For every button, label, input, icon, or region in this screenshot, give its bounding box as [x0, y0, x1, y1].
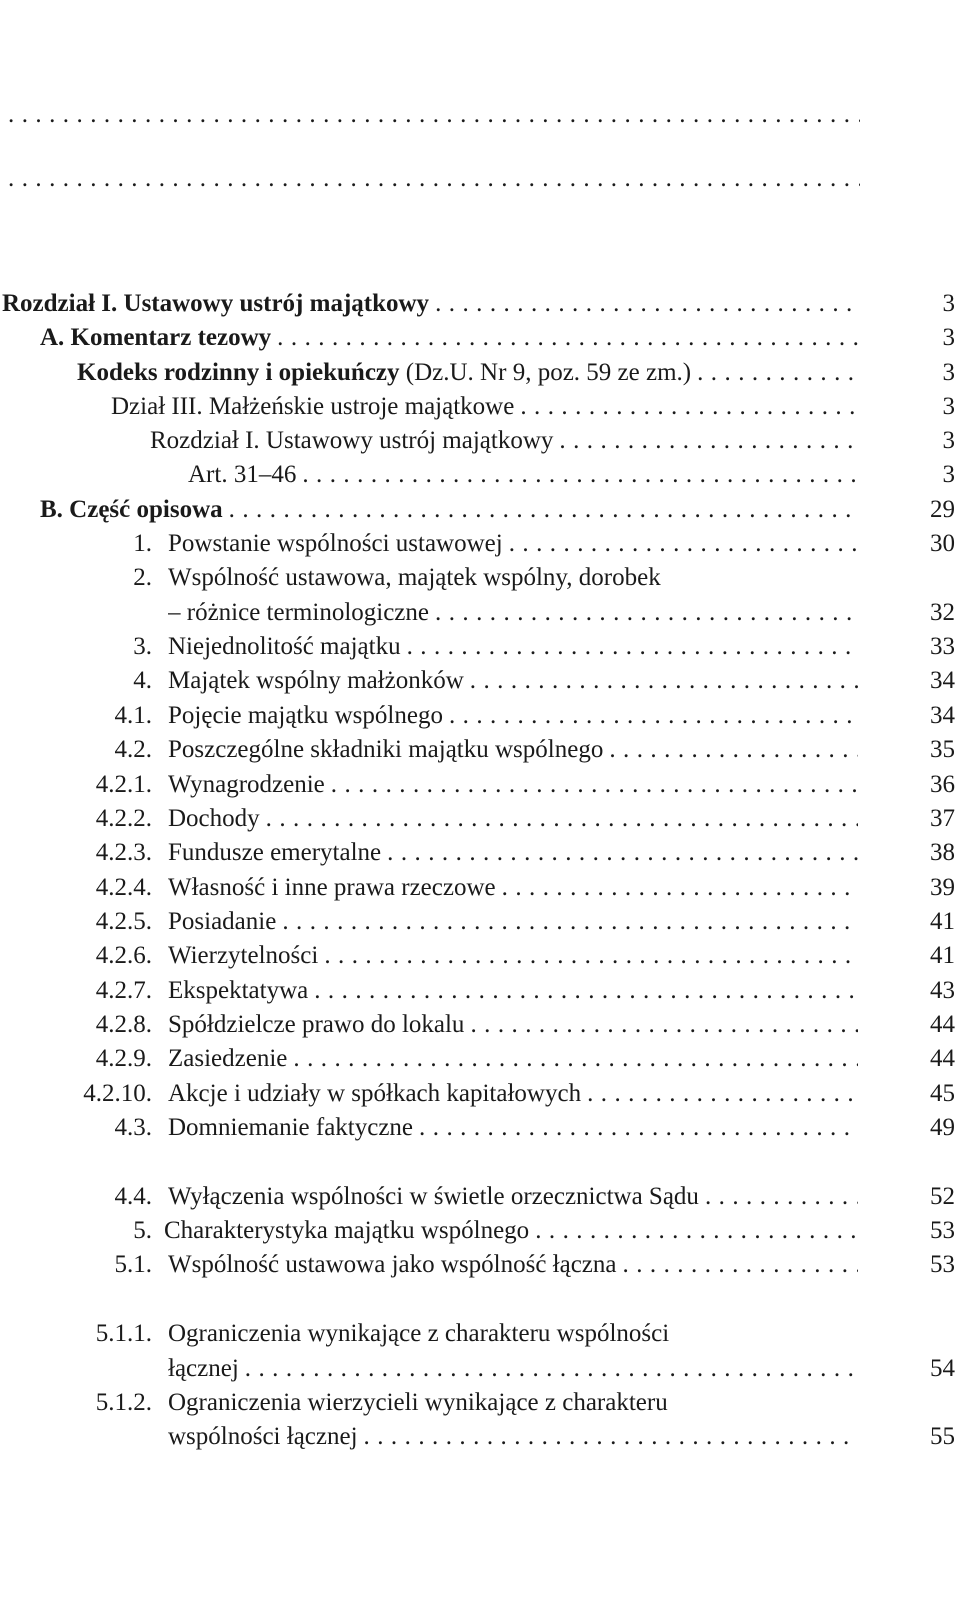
toc-entry-title: Akcje i udziały w spółkach kapitałowych . . . — [168, 1077, 858, 1111]
toc-entry-title: Wspólność ustawowa jako wspólność łączna . . . — [168, 1248, 858, 1282]
toc-entry-page: 53 — [865, 1248, 955, 1282]
toc-entry[interactable] — [0, 356, 955, 390]
toc-entry[interactable] — [0, 836, 955, 870]
toc-entry-page: 53 — [865, 1214, 955, 1248]
toc-entry[interactable] — [0, 1008, 955, 1042]
toc-entry-page: 41 — [865, 905, 955, 939]
toc-entry-number: 4.2.8. — [95, 1011, 152, 1038]
toc-entry[interactable] — [0, 458, 955, 492]
toc-entry-number: 4.2.9. — [95, 1045, 152, 1072]
toc-entry-title-continuation: łącznej . . . — [168, 1352, 858, 1386]
toc-entry-page: 34 — [865, 699, 955, 733]
toc-entry-title: Art. 31–46 . . . — [188, 458, 858, 492]
toc-entry-page: 43 — [865, 974, 955, 1008]
toc-entry-page: 3 — [865, 321, 955, 355]
toc-entry-title: Fundusze emerytalne . . . — [168, 836, 858, 870]
toc-entry-number: 4. — [133, 667, 152, 694]
toc-entry-number: 3. — [133, 633, 152, 660]
toc-entry-title: Wynagrodzenie . . . — [168, 768, 858, 802]
toc-entry-page: 3 — [865, 424, 955, 458]
toc-entry-title: Ekspektatywa . . . — [168, 974, 858, 1008]
toc-entry-number: 5.1. — [114, 1251, 152, 1278]
toc-entry-number: 4.3. — [114, 1114, 152, 1141]
toc-entry[interactable] — [0, 493, 955, 527]
toc-entry[interactable] — [0, 390, 955, 424]
toc-entry-abbreviations[interactable] — [0, 98, 955, 132]
toc-entry[interactable] — [0, 1180, 955, 1214]
toc-entry-page: 44 — [865, 1008, 955, 1042]
toc-entry-page: 55 — [865, 1420, 955, 1454]
toc-entry-number: 4.2.5. — [95, 908, 152, 935]
toc-entry[interactable] — [0, 768, 955, 802]
toc-entry-title: A. Komentarz tezowy . . . — [40, 321, 858, 355]
toc-entry-number: 2. — [133, 564, 152, 591]
toc-entry-number: 5. — [133, 1217, 152, 1244]
toc-entry[interactable] — [0, 974, 955, 1008]
toc-entry-page: 3 — [865, 390, 955, 424]
toc-entry[interactable] — [0, 1111, 955, 1145]
toc-entry-title: Własność i inne prawa rzeczowe . . . — [168, 871, 858, 905]
toc-entry-title: Pojęcie majątku wspólnego . . . — [168, 699, 858, 733]
toc-entry[interactable] — [0, 939, 955, 973]
toc-entry-title: Zasiedzenie . . . — [168, 1042, 858, 1076]
toc-entry[interactable] — [0, 733, 955, 767]
toc-entry[interactable] — [0, 527, 955, 561]
toc-entry-title-continuation: wspólności łącznej . . . — [168, 1420, 858, 1454]
toc-entry-preface[interactable] — [0, 162, 955, 196]
toc-entry-page: 52 — [865, 1180, 955, 1214]
toc-entry-number: 1. — [133, 530, 152, 557]
toc-entry-page: 3 — [865, 356, 955, 390]
toc-entry-number: 4.2. — [114, 736, 152, 763]
toc-entry-title: Wyłączenia wspólności w świetle orzecznictwa Sądu . . . — [168, 1180, 858, 1214]
toc-entry-number: 4.4. — [114, 1183, 152, 1210]
toc-entry-number: 4.2.4. — [95, 874, 152, 901]
toc-entry[interactable] — [0, 596, 955, 630]
toc-entry-page: 45 — [865, 1077, 955, 1111]
toc-entry-title: Posiadanie . . . — [168, 905, 858, 939]
toc-entry-number: 4.2.3. — [95, 839, 152, 866]
toc-entry[interactable] — [0, 664, 955, 698]
toc-entry-title: Dochody . . . — [168, 802, 858, 836]
toc-entry-title: Dział III. Małżeńskie ustroje majątkowe . . . — [111, 390, 858, 424]
toc-entry-title-suffix: (Dz.U. Nr 9, poz. 59 ze zm.) — [399, 359, 692, 386]
toc-entry-title — [2, 162, 860, 196]
toc-entry[interactable] — [0, 1248, 955, 1282]
toc-entry-number: 4.2.1. — [95, 771, 152, 798]
toc-entry-title: Powstanie wspólności ustawowej . . . — [168, 527, 858, 561]
toc-entry-page: 39 — [865, 871, 955, 905]
toc-entry-page: 35 — [865, 733, 955, 767]
toc-entry-title: Niejednolitość majątku . . . — [168, 630, 858, 664]
toc-entry-page: 49 — [865, 1111, 955, 1145]
toc-entry-title: Domniemanie faktyczne . . . — [168, 1111, 858, 1145]
toc-entry-page: 3 — [865, 458, 955, 492]
toc-entry[interactable] — [0, 1352, 955, 1386]
toc-entry-number: 4.2.10. — [83, 1080, 152, 1107]
toc-entry-number: 5.1.1. — [95, 1320, 152, 1347]
toc-entry-page: 30 — [865, 527, 955, 561]
toc-entry-title: Rozdział I. Ustawowy ustrój majątkowy . . . — [2, 287, 858, 321]
toc-entry-page: 3 — [865, 287, 955, 321]
toc-entry[interactable] — [0, 905, 955, 939]
toc-entry-number: 4.2.2. — [95, 805, 152, 832]
toc-entry-number: 4.2.6. — [95, 942, 152, 969]
toc-entry-title: Charakterystyka majątku wspólnego . . . — [164, 1214, 858, 1248]
toc-entry-page: 38 — [865, 836, 955, 870]
toc-entry-number: 4.1. — [114, 702, 152, 729]
toc-entry-title: Poszczególne składniki majątku wspólnego . . . — [168, 733, 858, 767]
toc-entry-page: 44 — [865, 1042, 955, 1076]
toc-entry-page: 29 — [865, 493, 955, 527]
toc-entry[interactable] — [0, 1214, 955, 1248]
toc-entry[interactable] — [0, 1042, 955, 1076]
toc-entry-page: 33 — [865, 630, 955, 664]
toc-entry-title: Spółdzielcze prawo do lokalu . . . — [168, 1008, 858, 1042]
toc-entry[interactable] — [0, 871, 955, 905]
toc-entry-title[interactable]: Ograniczenia wynikające z charakteru wspólności — [168, 1320, 670, 1347]
toc-entry-number: 5.1.2. — [95, 1389, 152, 1416]
toc-entry-page: 37 — [865, 802, 955, 836]
toc-entry-page: 54 — [865, 1352, 955, 1386]
toc-entry[interactable] — [0, 321, 955, 355]
toc-entry[interactable] — [0, 699, 955, 733]
toc-entry[interactable] — [0, 424, 955, 458]
toc-entry-page: 36 — [865, 768, 955, 802]
toc-entry-title-continuation: – różnice terminologiczne . . . — [168, 596, 858, 630]
toc-entry-page: 41 — [865, 939, 955, 973]
toc-entry-title: B. Część opisowa . . . — [40, 493, 858, 527]
toc-entry-title — [2, 98, 860, 132]
toc-entry[interactable] — [0, 1077, 955, 1111]
toc-entry-title: Kodeks rodzinny i opiekuńczy (Dz.U. Nr 9, poz. 59 ze zm.) . . . — [77, 356, 858, 390]
toc-entry-title: Rozdział I. Ustawowy ustrój majątkowy . . . — [150, 424, 858, 458]
toc-entry[interactable] — [0, 1420, 955, 1454]
toc-entry-title[interactable]: Ograniczenia wierzycieli wynikające z charakteru — [168, 1389, 668, 1416]
toc-entry-page: 34 — [865, 664, 955, 698]
toc-entry-title: Wierzytelności . . . — [168, 939, 858, 973]
toc-entry-title: Majątek wspólny małżonków . . . — [168, 664, 858, 698]
toc-entry[interactable] — [0, 802, 955, 836]
toc-entry-page: 32 — [865, 596, 955, 630]
toc-entry[interactable] — [0, 630, 955, 664]
toc-entry[interactable] — [0, 287, 955, 321]
toc-entry-number: 4.2.7. — [95, 977, 152, 1004]
toc-entry-title[interactable]: Wspólność ustawowa, majątek wspólny, dorobek — [168, 564, 661, 591]
